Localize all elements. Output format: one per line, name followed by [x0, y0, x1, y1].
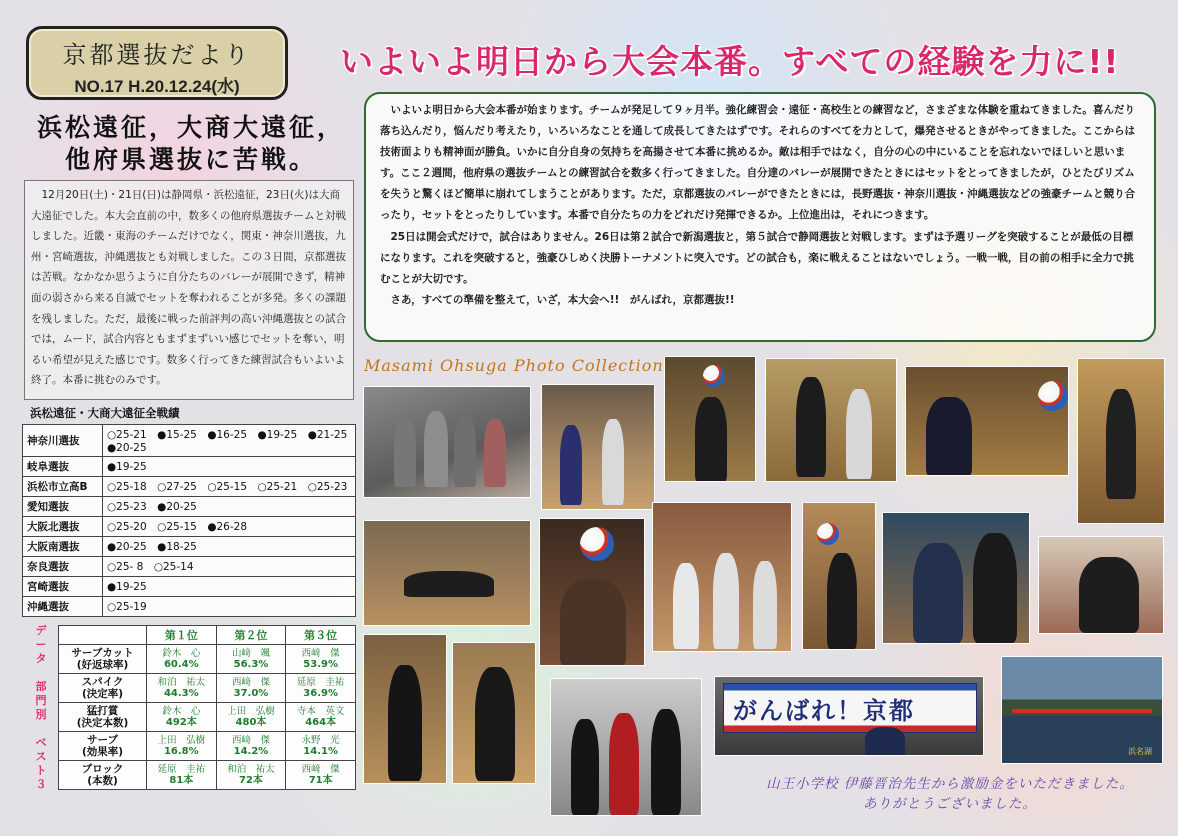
- player-name: 寺本 英文: [296, 706, 345, 717]
- cheer-banner-text: がんばれ！京都: [733, 696, 915, 725]
- main-headline: いよいよ明日から大会本番。すべての経験を力に!!: [340, 42, 1120, 81]
- stat-category-metric: (好返球率): [76, 659, 129, 671]
- photo-team-practice: [652, 502, 792, 652]
- results-table: [22, 424, 356, 617]
- player-name: 和泊 祐太: [157, 677, 206, 688]
- rank-1-cell: [147, 674, 217, 703]
- side-label-char: [30, 722, 52, 736]
- player-name: 延原 圭祐: [296, 677, 345, 688]
- stat-category: [59, 645, 147, 674]
- best3-header-1: 第１位: [147, 626, 217, 645]
- table-row: [23, 425, 356, 457]
- table-row: [23, 457, 356, 477]
- subhead-line-2: 他府県選抜に苦戦。: [64, 145, 317, 174]
- stat-value: 14.2%: [233, 746, 269, 757]
- table-row: [23, 557, 356, 577]
- set-scores: ○25-23 ●20-25: [103, 497, 356, 517]
- stat-value: 480本: [235, 717, 267, 728]
- stat-value: 16.8%: [163, 746, 199, 757]
- best3-corner: [59, 626, 147, 645]
- stat-value: 53.9%: [303, 659, 338, 670]
- photo-toss: [802, 502, 876, 650]
- stat-category-name: ブロック: [81, 763, 124, 775]
- side-label-char: ト: [35, 764, 47, 777]
- best3-header-3: 第３位: [286, 626, 356, 645]
- set-scores: ●19-25: [103, 577, 356, 597]
- stat-category-metric: (本数): [87, 775, 118, 787]
- player-name: 山﨑 颯: [231, 648, 270, 659]
- team-name: 愛知選抜: [23, 497, 103, 517]
- stat-category-metric: (決定率): [81, 688, 124, 700]
- rank-3-cell: [286, 732, 356, 761]
- thanks-line-1: 山王小学校 伊藤晋治先生から激励金をいただきました。: [766, 776, 1134, 792]
- side-label-char: タ: [35, 652, 47, 665]
- side-label-char: デ: [35, 624, 47, 637]
- stat-value: 56.3%: [233, 659, 269, 670]
- table-row: [59, 732, 356, 761]
- stat-category-name: 猛打賞: [86, 705, 119, 717]
- table-row: [59, 674, 356, 703]
- rank-1-cell: [147, 703, 217, 732]
- article-paragraph-1: いよいよ明日から大会本番が始まります。チームが発足して９ヶ月半。強化練習会・遠征・高校生との練習など，さまざまな体験を重ねてきました。喜んだり落ち込んだり，悩んだり考えたり，いろいろなことを通して成長してきたはずです。それらのすべてを力として，爆発させるときがやってきました。ここからは技術面よりも精神面が勝負。いかに自分自身の気持ちを高揚させて本番に挑めるか。敵は相手ではなく，自分の心の中にいることを忘れないでほしいと思います。ここ２週間，他府県の選抜チームとの練習試合を数多く行ってきました。自分達のバレーが展開できたときにはセットをとってきましたが，ひとたびリズムを失うと驚くほど簡単に崩れてしまうことがあります。ただ，京都選抜のバレーができたときには，長野選抜・神奈川選抜・沖縄選抜などの強豪チームと競り合ったり，セットをとったりしています。本番で自分たちの力をどれだけ発揮できるか。上位進出は，それにつきます。: [380, 104, 1136, 222]
- set-scores: ○25-20 ○25-15 ●26-28: [103, 517, 356, 537]
- table-row: [23, 497, 356, 517]
- player-name: 永野 光: [301, 735, 340, 746]
- player-name: 上田 弘樹: [227, 706, 275, 717]
- set-scores: ○25-19: [103, 597, 356, 617]
- table-row: [23, 597, 356, 617]
- photo-bus-departure: [550, 678, 702, 816]
- photo-reception-drill: [1038, 536, 1164, 634]
- side-label-char: 門: [35, 694, 47, 707]
- rank-2-cell: [216, 732, 286, 761]
- stat-category: [59, 703, 147, 732]
- article-paragraph-3: さあ，すべての準備を整えて，いざ，本大会へ!! がんばれ，京都選抜!!: [390, 293, 735, 306]
- rank-3-cell: [286, 703, 356, 732]
- stat-category: [59, 761, 147, 790]
- player-name: 西﨑 傑: [231, 735, 270, 746]
- stat-value: 37.0%: [233, 688, 269, 699]
- player-name: 西﨑 傑: [301, 648, 340, 659]
- issue-date: NO.17 H.20.12.24(水): [74, 77, 240, 96]
- photo-hands-ball: [539, 518, 645, 666]
- rank-2-cell: [216, 645, 286, 674]
- side-label-char: [30, 666, 52, 680]
- photo-team-huddle: [363, 386, 531, 498]
- team-name: 大阪南選抜: [23, 537, 103, 557]
- photo-spike-closeup: [905, 366, 1069, 476]
- set-scores: ○25-21 ●15-25 ●16-25 ●19-25 ●21-25 ●20-25: [103, 425, 356, 457]
- photo-setter-1: [664, 356, 756, 482]
- stat-value: 36.9%: [303, 688, 338, 699]
- stat-value: 72本: [239, 775, 263, 786]
- stat-category-name: サーブ: [87, 734, 118, 746]
- team-name: 沖縄選抜: [23, 597, 103, 617]
- player-name: 鈴木 心: [162, 648, 201, 659]
- stat-category-metric: (効果率): [81, 746, 124, 758]
- table-row: [59, 761, 356, 790]
- stat-value: 71本: [308, 775, 333, 786]
- set-scores: ○25-18 ○27-25 ○25-15 ○25-21 ○25-23: [103, 477, 356, 497]
- side-label-char: ３: [35, 778, 47, 791]
- set-scores: ●19-25: [103, 457, 356, 477]
- side-label-char: ベ: [35, 736, 47, 749]
- rank-3-cell: [286, 674, 356, 703]
- team-name: 浜松市立高B: [23, 477, 103, 497]
- results-table-title: 浜松遠征・大商大遠征全戦績: [30, 406, 180, 420]
- rank-2-cell: [216, 703, 286, 732]
- stat-value: 492本: [165, 717, 197, 728]
- player-name: 和泊 祐太: [227, 764, 275, 775]
- photo-two-players: [882, 512, 1030, 644]
- side-label-char: 別: [35, 708, 47, 721]
- player-name: 西﨑 傑: [301, 764, 340, 775]
- article-paragraph-2: 25日は開会式だけで，試合はありません。26日は第２試合で新潟選抜と，第５試合で静岡選抜と対戦します。まずは予選リーグを突破することが最低の目標になります。これを突破すると，強豪ひしめく決勝トーナメントに突入です。どの試合も，楽に戦えることはないでしょう。一戦一戦，目の前の相手に全力で挑むことが大切です。: [380, 230, 1134, 285]
- thanks-message: [730, 774, 1170, 814]
- stat-value: 14.1%: [303, 746, 338, 757]
- player-name: 延原 圭祐: [157, 764, 206, 775]
- rank-3-cell: [286, 761, 356, 790]
- main-article: [364, 92, 1156, 342]
- stat-value: 60.4%: [163, 659, 199, 670]
- table-row: [59, 645, 356, 674]
- rank-2-cell: [216, 761, 286, 790]
- best3-header-2: 第２位: [216, 626, 286, 645]
- player-name: 鈴木 心: [162, 706, 201, 717]
- rank-1-cell: [147, 645, 217, 674]
- side-label-char: ス: [35, 750, 47, 763]
- player-name: 西﨑 傑: [231, 677, 270, 688]
- best3-table: [58, 625, 356, 790]
- expedition-report: 12月20日(土)・21日(日)は静岡県・浜松遠征，23日(火)は大商大遠征でした。本大会直前の中，数多くの他府県選抜チームと対戦しました。近畿・東海のチームだけでなく，関東・神奈川選抜，九州・宮崎選抜，沖縄選抜とも対戦しました。この３日間，京都選抜は苦戦。なかなか思うように自分たちのバレーが展開できず，精神面の弱さから来る自滅でセットを奪われることが多発。多くの課題を残しました。ただ，最後に戦った前評判の高い沖縄選抜との試合では，ムード，試合内容ともまずまずいい感じでセットを奪い，明るい希望が見えた感じです。数多く行ってきた練習試合もいよいよ終了。本番に挑むのみです。: [24, 180, 354, 400]
- rank-3-cell: [286, 645, 356, 674]
- photo-serve-receive: [765, 358, 897, 482]
- left-subheadline: [26, 112, 356, 176]
- photo-player-ready: [452, 642, 536, 784]
- team-name: 神奈川選抜: [23, 425, 103, 457]
- stat-category-name: サーブカット: [71, 647, 134, 659]
- stat-category: [59, 732, 147, 761]
- newsletter-title: 京都選抜だより: [62, 41, 252, 69]
- team-name: 宮崎選抜: [23, 577, 103, 597]
- stat-value: 44.3%: [163, 688, 199, 699]
- rank-2-cell: [216, 674, 286, 703]
- table-row: [23, 517, 356, 537]
- table-row: [23, 477, 356, 497]
- photo-block-at-net: [541, 384, 655, 510]
- stat-value: 464本: [305, 717, 337, 728]
- table-row: [59, 703, 356, 732]
- photo-cheer-banner: [714, 676, 984, 756]
- team-name: 岐阜選抜: [23, 457, 103, 477]
- table-row: [23, 537, 356, 557]
- photo-player-standing: [363, 634, 447, 784]
- stat-value: 81本: [169, 775, 194, 786]
- rank-1-cell: [147, 732, 217, 761]
- best3-side-label: [30, 624, 52, 804]
- thanks-line-2: ありがとうございました。: [863, 796, 1037, 812]
- subhead-line-1: 浜松遠征，大商大遠征，: [36, 113, 345, 142]
- rank-1-cell: [147, 761, 217, 790]
- team-name: 大阪北選抜: [23, 517, 103, 537]
- photo-jump-spike: [1077, 358, 1165, 524]
- stat-category-metric: (決定本数): [76, 717, 129, 729]
- stat-category: [59, 674, 147, 703]
- photo-lake-hamana: [1001, 656, 1163, 764]
- stat-category-name: スパイク: [81, 676, 124, 688]
- team-name: 奈良選抜: [23, 557, 103, 577]
- newsletter-masthead: [26, 26, 288, 100]
- photo-dive-dig: [363, 520, 531, 626]
- player-name: 上田 弘樹: [157, 735, 206, 746]
- side-label-char: 部: [35, 680, 47, 693]
- side-label-char: ー: [35, 638, 47, 651]
- set-scores: ●20-25 ●18-25: [103, 537, 356, 557]
- table-row: [23, 577, 356, 597]
- photo-collection-caption: Masami Ohsuga Photo Collection: [364, 356, 664, 375]
- lake-label: 浜名湖: [1128, 747, 1152, 756]
- set-scores: ○25- 8 ○25-14: [103, 557, 356, 577]
